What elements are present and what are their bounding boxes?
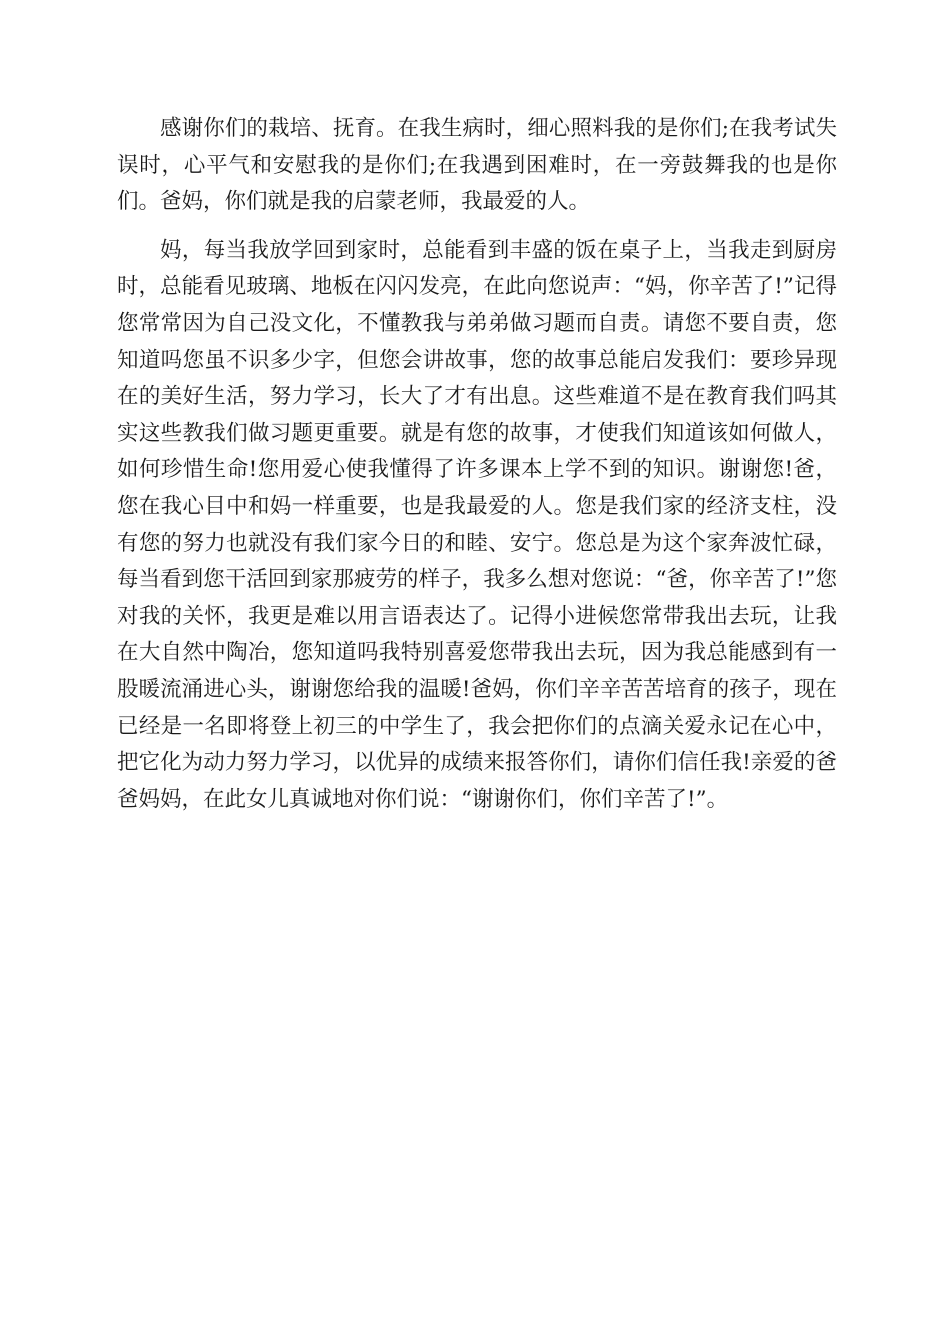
paragraph-gratitude: 感谢你们的栽培、抚育。在我生病时，细心照料我的是你们;在我考试失误时，心平气和安慰我的是你们;在我遇到困难时，在一旁鼓舞我的也是你们。爸妈，你们就是我的启蒙老师，我最爱的人。 [117, 116, 837, 215]
document-body [117, 111, 837, 818]
paragraph-parents: 妈，每当我放学回到家时，总能看到丰盛的饭在桌子上，当我走到厨房时，总能看见玻璃、地板在闪闪发亮，在此向您说声：“妈，你辛苦了!”记得您常常因为自己没文化，不懂教我与弟弟做习题而自责。请您不要自责，您知道吗您虽不识多少字，但您会讲故事，您的故事总能启发我们：要珍异现在的美好生活，努力学习，长大了才有出息。这些难道不是在教育我们吗其实这些教我们做习题更重要。就是有您的故事，才使我们知道该如何做人，如何珍惜生命!您用爱心使我懂得了许多课本上学不到的知识。谢谢您!爸，您在我心目中和妈一样重要，也是我最爱的人。您是我们家的经济支柱，没有您的努力也就没有我们家今日的和睦、安宁。您总是为这个家奔波忙碌，每当看到您干活回到家那疲劳的样子，我多么想对您说：“爸，你辛苦了!”您对我的关怀，我更是难以用言语表达了。记得小进候您常带我出去玩，让我在大自然中陶冶，您知道吗我特别喜爱您带我出去玩，因为我总能感到有一股暖流涌进心头，谢谢您给我的温暖!爸妈，你们辛辛苦苦培育的孩子，现在已经是一名即将登上初三的中学生了，我会把你们的点滴关爱永记在心中，把它化为动力努力学习，以优异的成绩来报答你们，请你们信任我!亲爱的爸爸妈妈，在此女儿真诚地对你们说：“谢谢你们，你们辛苦了!”。 [117, 237, 837, 812]
